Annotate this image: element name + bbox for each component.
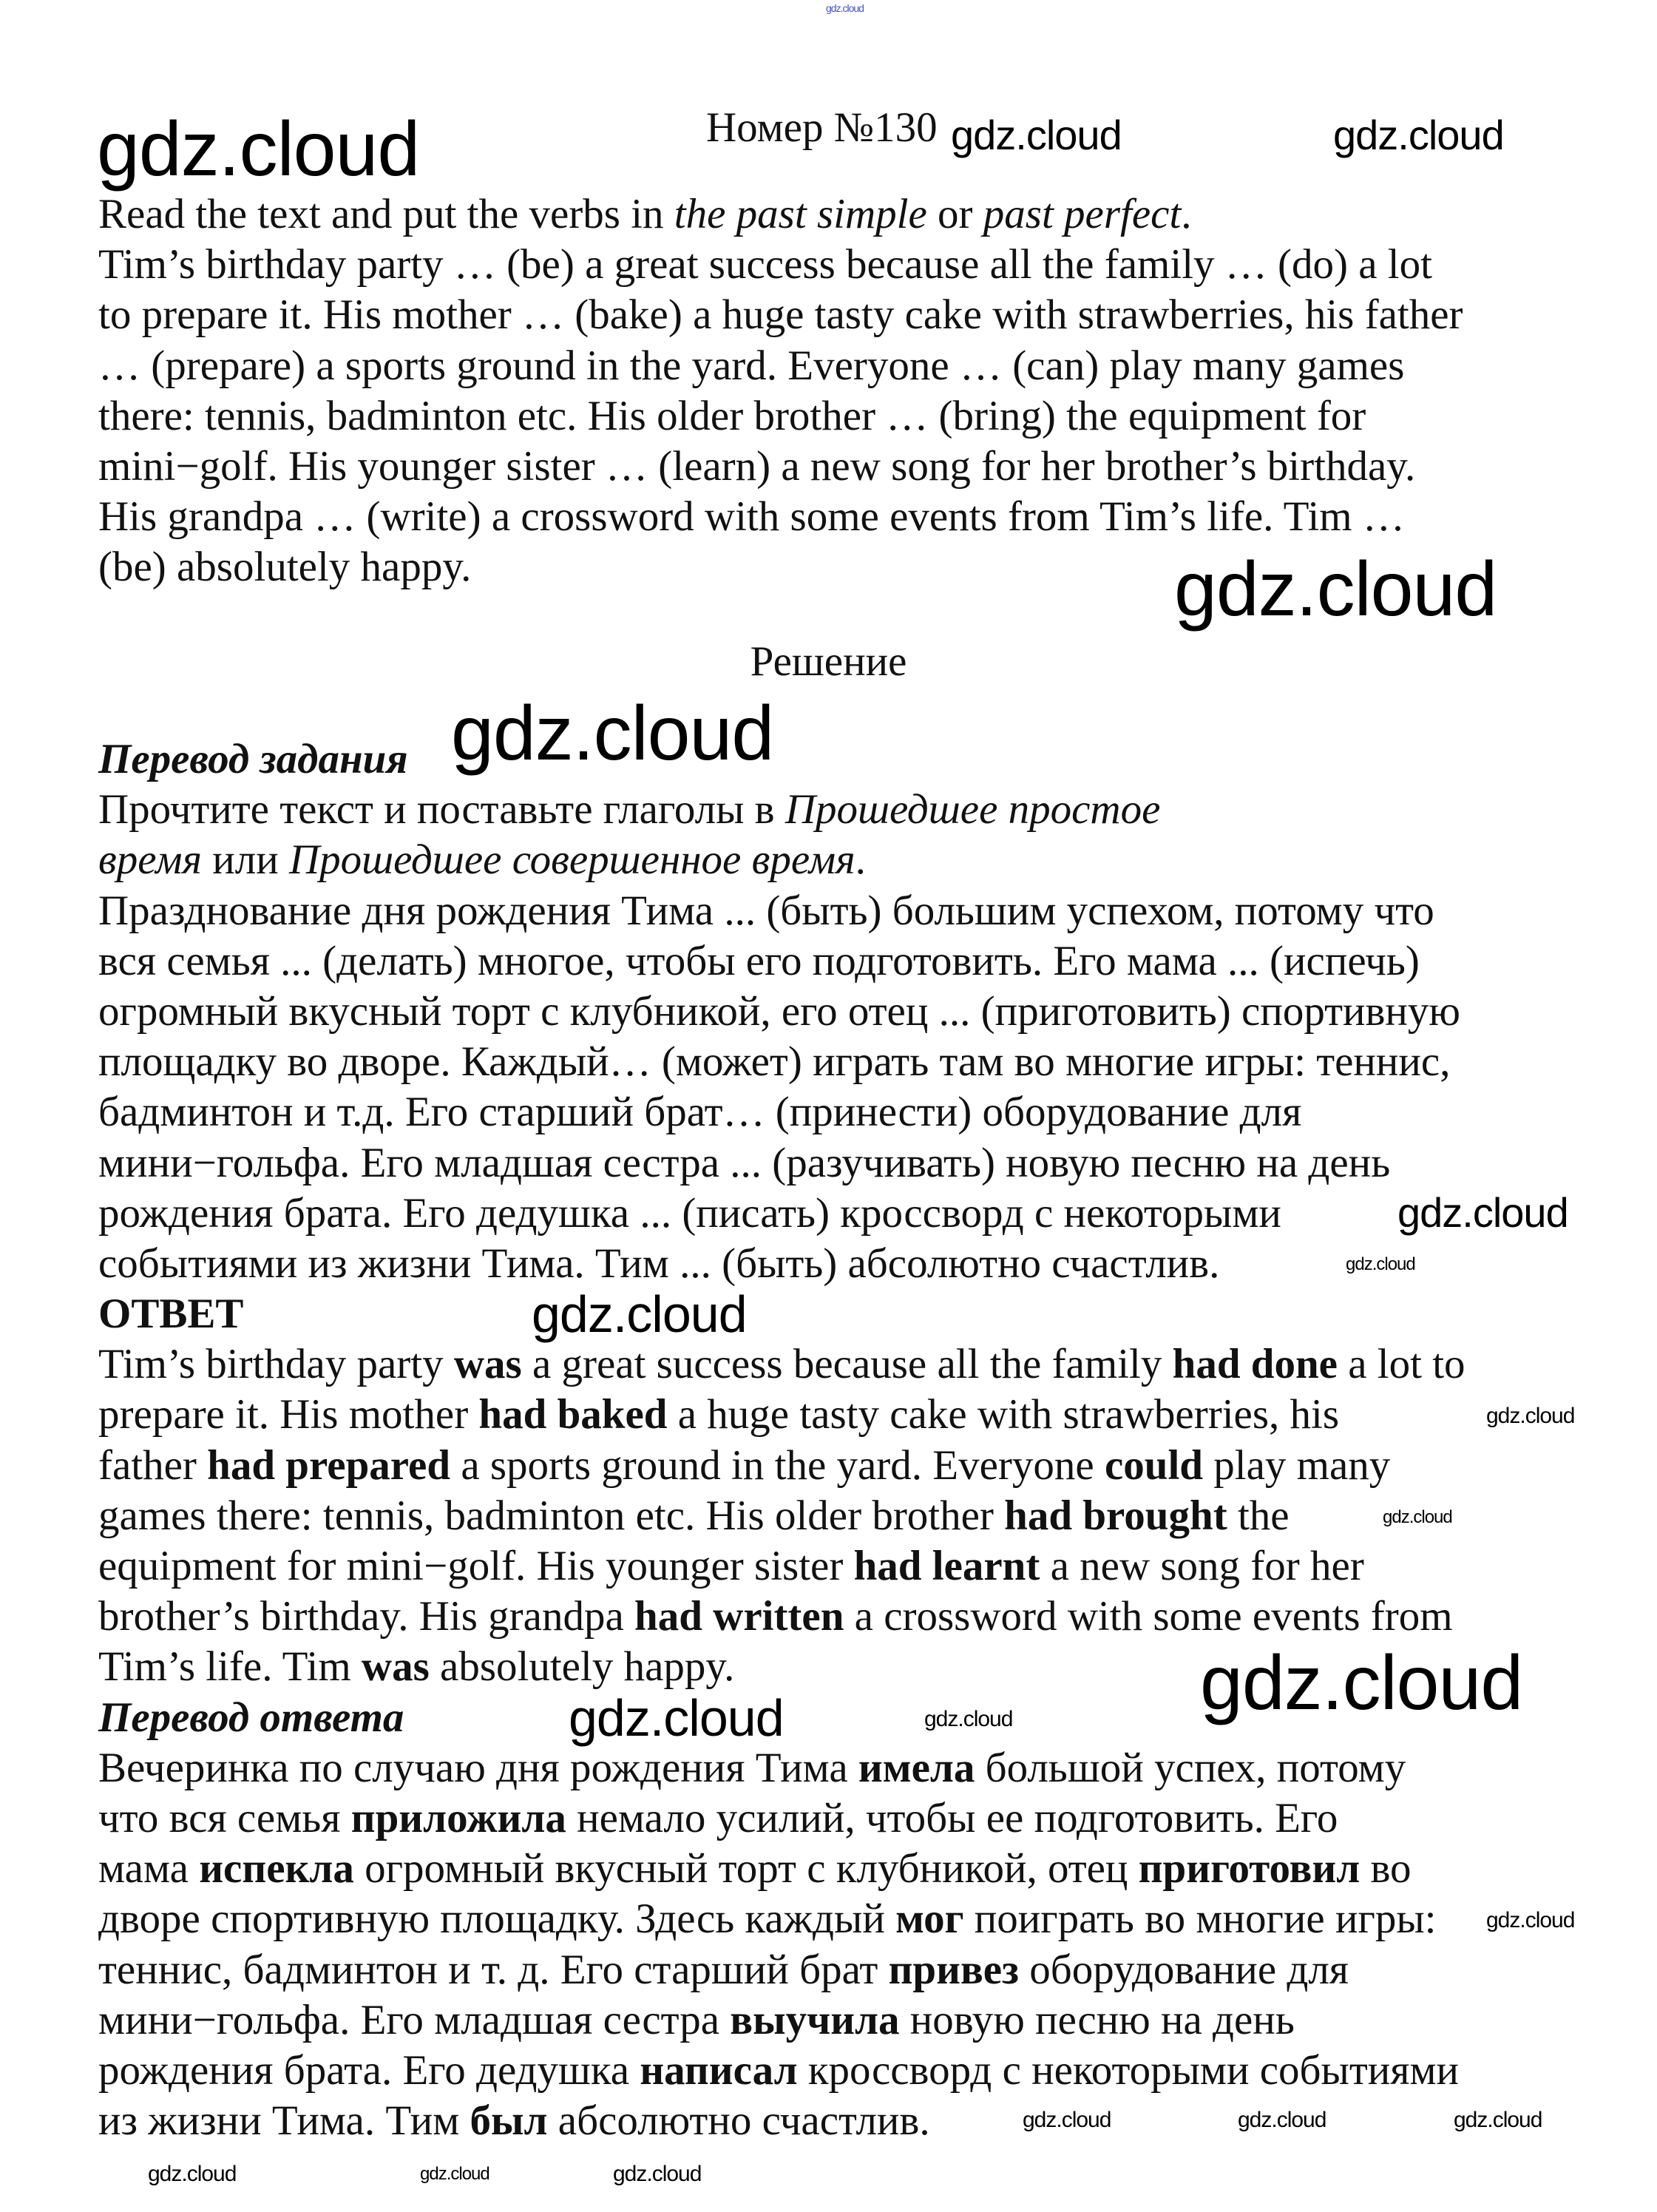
bold-text: had prepared [207, 1441, 451, 1489]
bold-text: had baked [478, 1391, 668, 1438]
bold-text: выучила [730, 1996, 900, 2043]
watermark: gdz.cloud [1383, 1507, 1452, 1527]
text-segment: во [1360, 1845, 1412, 1893]
text-segment: событиями из жизни Тима. Тим ... (быть) абсолютно счастлив. [98, 1239, 1220, 1287]
bold-text: был [470, 2097, 548, 2145]
text-segment: Tim’s birthday party [98, 1341, 454, 1388]
italic-text: время [98, 836, 202, 884]
watermark: gdz.cloud [569, 1689, 784, 1747]
bold-text: had written [634, 1593, 844, 1640]
watermark: gdz.cloud [1200, 1640, 1523, 1726]
text-segment: … (prepare) a sports ground in the yard. Everyone … (can) play many games [98, 342, 1405, 389]
text-line [98, 1541, 1465, 1592]
bold-text: was [361, 1643, 430, 1691]
text-line [98, 1945, 1465, 1995]
text-segment: вся семья ... (делать) многое, чтобы его подготовить. Его мама ... (испечь) [98, 937, 1420, 984]
text-line [98, 1390, 1465, 1440]
text-segment: a lot to [1337, 1341, 1465, 1388]
watermark: gdz.cloud [1023, 2108, 1111, 2132]
text-segment: мини−гольфа. Его младшая сестра ... (разучивать) новую песню на день [98, 1139, 1391, 1186]
bold-text: приготовил [1138, 1845, 1360, 1893]
text-line [98, 240, 1463, 290]
bold-text: had brought [1004, 1492, 1227, 1539]
text-segment: кроссворд с некоторыми событиями [797, 2046, 1460, 2094]
text-line [98, 341, 1463, 391]
text-segment: Tim’s birthday party … (be) a great success because all the family … (do) a lot [98, 241, 1432, 288]
text-segment: из жизни Тима. Тим [98, 2097, 470, 2145]
text-segment: play many [1202, 1441, 1391, 1489]
text-segment: бадминтон и т.д. Его старший брат… (принести) оборудование для [98, 1089, 1302, 1136]
watermark: gdz.cloud [951, 112, 1122, 158]
text-line [98, 785, 1465, 835]
text-line [98, 1339, 1465, 1390]
text-segment: brother’s birthday. His grandpa [98, 1593, 634, 1640]
text-segment: или [202, 836, 289, 884]
text-segment: мама [98, 1845, 200, 1893]
text-segment: to prepare it. His mother … (bake) a huge tasty cake with strawberries, his father [98, 291, 1463, 339]
watermark: gdz.cloud [1486, 1908, 1575, 1932]
text-segment: . [1181, 191, 1192, 237]
text-segment: новую песню на день [899, 1996, 1295, 2043]
text-segment: or [926, 191, 983, 237]
text-segment: equipment for mini−golf. His younger sister [98, 1543, 854, 1589]
watermark: gdz.cloud [451, 691, 774, 777]
text-line [98, 1188, 1465, 1239]
bold-text: Перевод ответа [98, 1694, 404, 1741]
text-line [98, 189, 1463, 240]
text-segment: . [855, 836, 866, 884]
watermark: gdz.cloud [97, 106, 420, 192]
watermark: gdz.cloud [826, 2, 864, 14]
text-segment: father [98, 1441, 208, 1489]
text-line [98, 1138, 1465, 1188]
watermark: gdz.cloud [532, 1285, 747, 1343]
text-segment: огромный вкусный торт с клубникой, его отец ... (приготовить) спортивную [98, 987, 1460, 1035]
bold-text: had done [1172, 1341, 1338, 1388]
solution-heading: Решение [750, 638, 907, 685]
italic-text: Прошедшее простое [785, 786, 1161, 833]
text-line [98, 2046, 1465, 2096]
text-segment: absolutely happy. [429, 1643, 735, 1691]
watermark: gdz.cloud [1333, 112, 1504, 158]
text-line [98, 290, 1463, 340]
text-segment: Прочтите текст и поставьте глаголы в [98, 786, 785, 833]
bold-text: приложила [350, 1794, 566, 1841]
text-segment: (be) absolutely happy. [98, 544, 472, 591]
text-line [98, 936, 1465, 987]
solution-text [98, 734, 1465, 2146]
watermark: gdz.cloud [1486, 1404, 1575, 1428]
text-segment: оборудование для [1018, 1946, 1349, 1993]
text-line [98, 391, 1463, 442]
bold-text: was [453, 1341, 522, 1388]
italic-text: past perfect [983, 191, 1182, 237]
bold-text: написал [640, 2046, 798, 2094]
text-line [98, 1239, 1465, 1289]
text-line [98, 1844, 1465, 1894]
text-line [98, 1087, 1465, 1137]
bold-text: привез [888, 1946, 1019, 1993]
watermark: gdz.cloud [148, 2162, 237, 2186]
watermark: gdz.cloud [1397, 1189, 1568, 1236]
text-segment: большой успех, потому [975, 1744, 1406, 1791]
text-line [98, 1285, 1465, 1343]
text-segment: a sports ground in the yard. Everyone [450, 1441, 1105, 1489]
text-segment: His grandpa … (write) a crossword with some events from Tim’s life. Tim … [98, 493, 1405, 541]
text-segment: there: tennis, badminton etc. His older brother … (bring) the equipment for [98, 392, 1366, 439]
text-segment: рождения брата. Его дедушка ... (писать) кроссворд с некоторыми [98, 1189, 1281, 1237]
text-line [98, 1441, 1465, 1491]
bold-text: Перевод задания [98, 736, 408, 782]
text-line [98, 734, 1465, 785]
text-line [98, 442, 1463, 492]
bold-text: had learnt [853, 1543, 1040, 1589]
italic-text: Прошедшее совершенное время [288, 836, 855, 884]
bold-text: имела [858, 1744, 975, 1791]
text-segment: a new song for her [1040, 1543, 1364, 1589]
bold-text: ОТВЕТ [98, 1291, 244, 1338]
text-segment: дворе спортивную площадку. Здесь каждый [98, 1895, 896, 1943]
text-segment: площадку во дворе. Каждый… (может) играть там во многие игры: теннис, [98, 1038, 1451, 1086]
watermark: gdz.cloud [420, 2164, 489, 2184]
text-segment: Вечеринка по случаю дня рождения Тима [98, 1744, 858, 1791]
text-line [98, 1592, 1465, 1642]
text-segment: games there: tennis, badminton etc. His older brother [98, 1492, 1005, 1539]
text-line [98, 492, 1463, 542]
text-line [98, 1995, 1465, 2046]
text-segment: prepare it. His mother [98, 1391, 479, 1438]
watermark: gdz.cloud [1454, 2108, 1542, 2132]
watermark: gdz.cloud [613, 2162, 702, 2186]
watermark: gdz.cloud [924, 1707, 1013, 1731]
text-segment: теннис, бадминтон и т. д. Его старший брат [98, 1946, 889, 1993]
text-segment: a huge tasty cake with strawberries, his [667, 1391, 1340, 1438]
watermark: gdz.cloud [1174, 547, 1497, 632]
text-line [98, 835, 1465, 885]
task-text [98, 189, 1463, 593]
text-line [98, 987, 1465, 1037]
text-segment: Tim’s life. Tim [98, 1643, 362, 1691]
watermark: gdz.cloud [1346, 1254, 1415, 1274]
text-line [98, 886, 1465, 936]
text-segment: Празднование дня рождения Тима ... (быть) большим успехом, потому что [98, 887, 1434, 934]
text-segment: огромный вкусный торт с клубникой, отец [353, 1845, 1139, 1893]
watermark: gdz.cloud [1238, 2108, 1326, 2132]
bold-text: мог [895, 1895, 964, 1943]
text-line [98, 1743, 1465, 1793]
bold-text: could [1104, 1441, 1203, 1489]
text-line [98, 1894, 1465, 1944]
text-line [98, 1793, 1465, 1844]
text-line [98, 1037, 1465, 1087]
text-segment: рождения брата. Его дедушка [98, 2046, 640, 2094]
text-segment: the [1227, 1492, 1290, 1539]
text-segment: абсолютно счастлив. [547, 2097, 930, 2145]
text-segment: a crossword with some events from [844, 1593, 1453, 1640]
text-segment: mini−golf. His younger sister … (learn) a new song for her brother’s birthday. [98, 442, 1416, 490]
text-segment: поиграть во многие игры: [963, 1895, 1437, 1943]
bold-text: испекла [199, 1845, 354, 1893]
text-segment: a great success because all the family [521, 1341, 1173, 1388]
text-segment: немало усилий, чтобы ее подготовить. Его [566, 1794, 1338, 1841]
text-line [98, 1491, 1465, 1541]
page-title: Номер №130 [706, 104, 938, 151]
text-segment: что вся семья [98, 1794, 351, 1841]
italic-text: the past simple [674, 191, 927, 237]
text-segment: мини−гольфа. Его младшая сестра [98, 1996, 731, 2043]
text-segment: Read the text and put the verbs in [98, 191, 674, 237]
